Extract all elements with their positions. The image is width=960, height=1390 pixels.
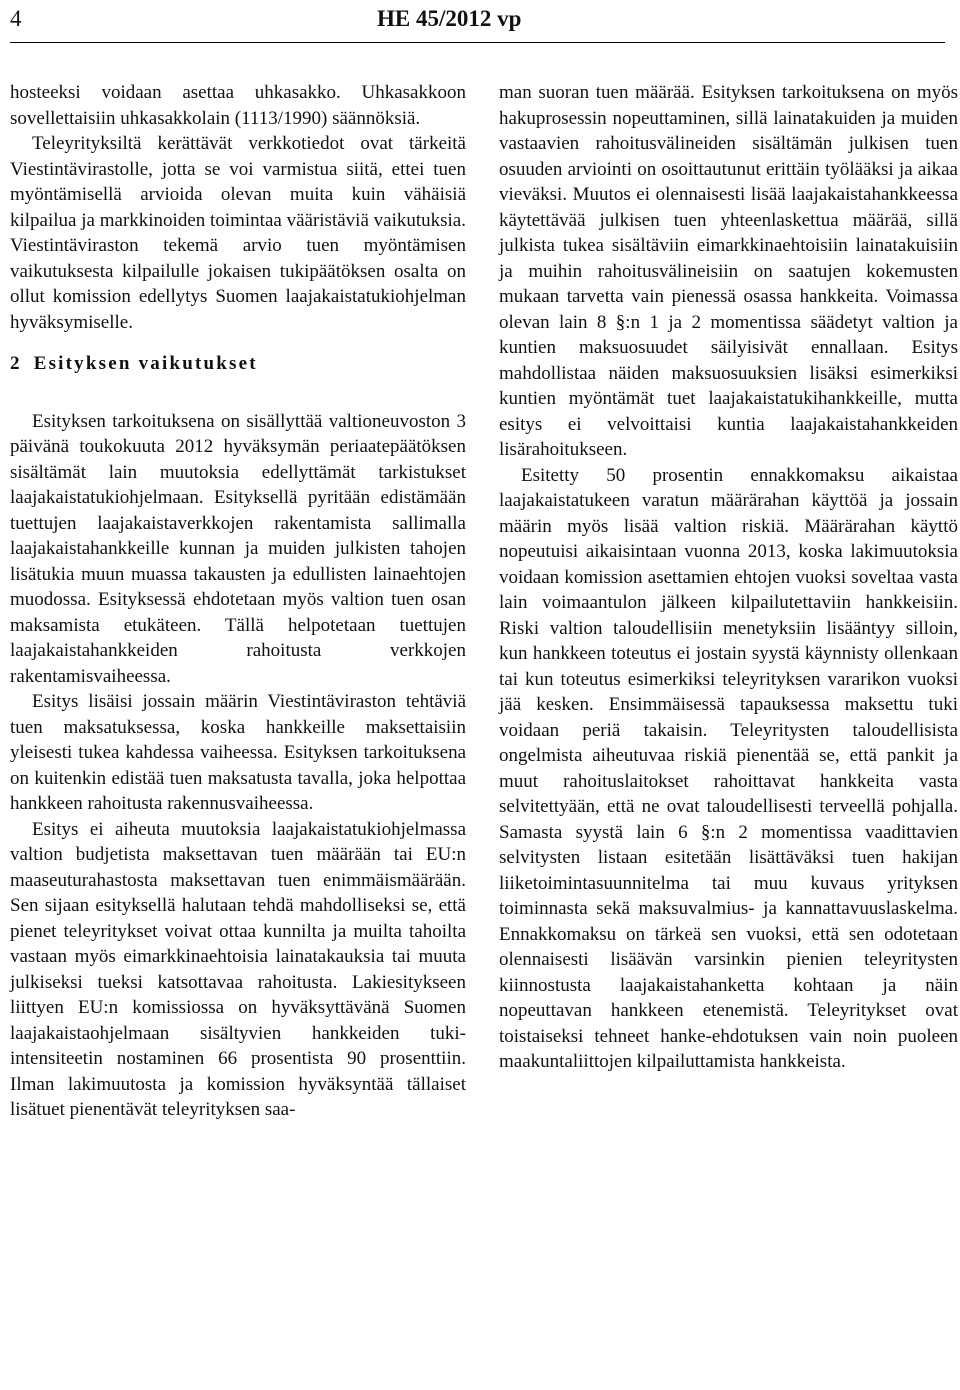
header-divider	[10, 42, 945, 43]
section-heading	[10, 351, 466, 377]
paragraph: hosteeksi voidaan asettaa uhkasakko. Uhkasakkoon sovellettaisiin uhkasakkolain (1113/1990) säännöksiä.	[10, 82, 466, 129]
page-number: 4	[10, 6, 22, 31]
document-id: HE 45/2012 vp	[377, 6, 522, 31]
section-title: Esityksen vaikutukset	[33, 353, 258, 374]
paragraph: Teleyrityksiltä kerättävät verkkotiedot ovat tärkeitä Viestintävirastolle, jotta se voi varmistua siitä, ettei tuen myöntämisellä arvioida olevan muita kuin vähäisiä kilpailua ja markkinoiden toimintaa vääristäviä vaikutuksia. Viestintäviraston tekemä arvio tuen myöntämisen vaikutuksesta kilpailulle jokaisen tukipäätöksen osalta on ollut komission edellytys Suomen laajakaistatukiohjelman hyväksymiselle.	[10, 133, 466, 333]
page-header	[10, 0, 945, 44]
right-column	[499, 80, 958, 1075]
left-column	[10, 80, 466, 1123]
paragraph: man suoran tuen määrää. Esityksen tarkoituksena on myös hakuprosessin nopeuttaminen, sillä lainatakuiden ja muiden vastaavien rahoitusvälineiden sisältämän julkisen tuen osuuden arviointi on osoittautunut erittäin työlääksi ja aikaa vieväksi. Muutos ei olennaisesti lisää laajakaistahankkeessa käytettävää julkisen tuen yhteenlaskettua määrää, sillä julkista tukea sisältäviin eimarkkinaehtoisiin lainatakuisiin ja muihin rahoitusvälineisiin on saatujen kokemusten mukaan tarvetta vain pienessä osassa hankkeita. Voimassa olevan lain 8 §:n 1 ja 2 momentissa säädetyt valtion ja kuntien maksuosuudet säilyisivät ennallaan. Esitys mahdollistaa näiden maksuosuuksien lisäksi esimerkiksi kuntien myöntämät tuet laajakaistatukihankkeille, mutta esitys ei velvoittaisi kuntia laajakaistahankkeiden lisärahoitukseen.	[499, 82, 958, 460]
section-number: 2	[10, 353, 22, 374]
paragraph: Esitys ei aiheuta muutoksia laajakaistatukiohjelmassa valtion budjetista maksettavan tuen määrään tai EU:n maaseuturahastosta maksettavan tuen enimmäismäärään. Sen sijaan esityksellä halutaan tehdä mahdolliseksi se, että pienet teleyritykset voivat ottaa kunnilta ja muilta tahoilta vastaan myös eimarkkinaehtoisia lainatakauksia tai muuta julkiseksi tueksi katsottavaa rahoitusta. Lakiesitykseen liittyen EU:n komissiossa on hyväksyttävänä Suomen laajakaistaohjelmaan sisältyvien hankkeiden tuki-intensiteetin nostaminen 66 prosentista 90 prosenttiin. Ilman lakimuutosta ja komission hyväksyntää tällaiset lisätuet pienentävät teleyrityksen saa-	[10, 818, 466, 1120]
paragraph: Esityksen tarkoituksena on sisällyttää valtioneuvoston 3 päivänä toukokuuta 2012 hyväksymän periaatepäätöksen sisältämät lain muutoksia edellyttämät tarkistukset laajakaistatukiohjelmaan. Esityksellä pyritään edistämään tuettujen laajakaistaverkkojen rakentamista sallimalla laajakaistahankkeille kunnan ja muiden julkisten tahojen lisätukia muun muassa takausten ja edullisten lainaehtojen muodossa. Esityksessä ehdotetaan myös valtion tuen osan maksamista etukäteen. Tällä helpotetaan tuettujen laajakaistahankkeiden rahoitusta verkkojen rakentamisvaiheessa.	[10, 410, 466, 687]
paragraph: Esitetty 50 prosentin ennakkomaksu aikaistaa laajakaistatukeen varatun määrärahan käyttöä ja jossain määrin myös lisää valtion riskiä. Määrärahan käyttö nopeutuisi aikaisintaan vuonna 2013, koska lakimuutoksia voidaan komission asettamien ehtojen vuoksi soveltaa vasta lain voimaantulon jälkeen kilpailutettaviin hankkeisiin. Riski valtion taloudellisiin menetyksiin lisääntyy silloin, kun hankkeen toteutus ei jostain syystä käynnisty ollenkaan tai kun toteutus esimerkiksi teleyrityksen vararikon vuoksi jää kesken. Ensimmäisessä tapauksessa maksettu tuki voidaan periä takaisin. Teleyritysten taloudellisista ongelmista aiheutuvaa riskiä pienentää se, että pankit ja muut rahoituslaitokset rahoittavat hankkeita vasta selvitettyään, että ne ovat taloudellisesti terveellä pohjalla. Samasta syystä lain 6 §:n 2 momentissa vaadittavien selvitysten listaan esitetään lisättäväksi tuen hakijan liiketoimintasuunnitelma tai muu kuvaus yrityksen toiminnasta sekä maksuvalmius- ja kannattavuuslaskelma. Ennakkomaksu on tärkeä sen vuoksi, että sen odotetaan olennaisesti lisäävän varsinkin pienien teleyritysten kiinnostusta laajakaistahanketta kohtaan ja näin nopeuttavan hankkeen etenemistä. Teleyritykset ovat toistaiseksi tehneet hanke-ehdotuksen vain noin puoleen maakuntaliittojen kilpailuttamista hankkeista.	[499, 464, 958, 1072]
paragraph: Esitys lisäisi jossain määrin Viestintäviraston tehtäviä tuen maksatuksessa, koska hankkeille maksettaisiin yleisesti tukea kahdessa vaiheessa. Esityksen tarkoituksena on kuitenkin edistää tuen maksatusta tavalla, joka helpottaa hankkeen rahoitusta rakennusvaiheessa.	[10, 691, 466, 814]
